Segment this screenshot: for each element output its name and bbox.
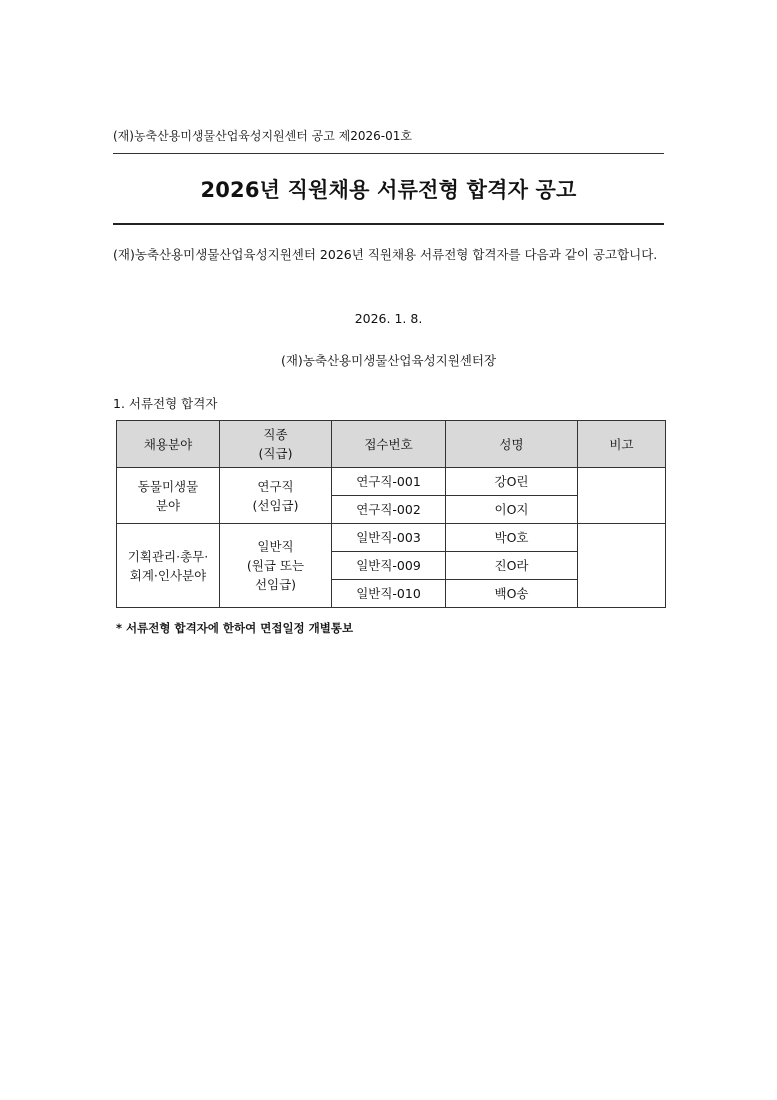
name-cell: 박O호 bbox=[446, 524, 578, 552]
header-job-line2: (직급) bbox=[258, 446, 293, 461]
job-line2: (선임급) bbox=[252, 497, 299, 513]
name-cell: 백O송 bbox=[446, 580, 578, 608]
header-remark: 비고 bbox=[578, 421, 666, 468]
results-table bbox=[116, 420, 666, 608]
job-cell bbox=[220, 468, 332, 524]
header-job bbox=[220, 421, 332, 468]
number-cell: 연구직-002 bbox=[332, 496, 446, 524]
header-job-line1: 직종 bbox=[263, 427, 288, 442]
number-cell: 일반직-010 bbox=[332, 580, 446, 608]
job-line1: 연구직 bbox=[257, 478, 294, 494]
field-line2: 분야 bbox=[155, 497, 181, 513]
job-line3: 선임급) bbox=[254, 577, 297, 592]
number-cell: 일반직-003 bbox=[332, 524, 446, 552]
table-row bbox=[117, 468, 666, 496]
intro-paragraph: (재)농축산용미생물산업육성지원센터 2026년 직원채용 서류전형 합격자를 다음과 같이 공고합니다. bbox=[113, 247, 658, 262]
announcement-date: 2026. 1. 8. bbox=[354, 311, 423, 326]
header-name: 성명 bbox=[446, 421, 578, 468]
notice-number: (재)농축산용미생물산업육성지원센터 공고 제2026-01호 bbox=[113, 129, 412, 143]
section-title: 1. 서류전형 합격자 bbox=[113, 396, 218, 411]
table-header-row bbox=[117, 421, 666, 468]
name-cell: 이O지 bbox=[446, 496, 578, 524]
name-cell: 강O린 bbox=[446, 468, 578, 496]
header-number: 접수번호 bbox=[332, 421, 446, 468]
remark-cell bbox=[578, 524, 666, 608]
job-line2: (원급 또는 bbox=[246, 558, 305, 573]
field-line1: 기획관리·총무· bbox=[127, 548, 209, 564]
field-cell bbox=[117, 524, 220, 608]
field-line1: 동물미생물 bbox=[137, 478, 199, 494]
field-line2: 회계·인사분야 bbox=[129, 567, 207, 583]
title-divider bbox=[113, 223, 664, 225]
name-cell: 진O라 bbox=[446, 552, 578, 580]
remark-cell bbox=[578, 468, 666, 524]
issuer-name: (재)농축산용미생물산업육성지원센터장 bbox=[280, 353, 497, 368]
footnote: * 서류전형 합격자에 한하여 면접일정 개별통보 bbox=[116, 621, 354, 635]
top-divider bbox=[113, 153, 664, 154]
number-cell: 일반직-009 bbox=[332, 552, 446, 580]
job-cell bbox=[220, 524, 332, 608]
page-title: 2026년 직원채용 서류전형 합격자 공고 bbox=[200, 178, 577, 202]
field-cell bbox=[117, 468, 220, 524]
header-field: 채용분야 bbox=[117, 421, 220, 468]
job-line1: 일반직 bbox=[257, 539, 294, 554]
number-cell: 연구직-001 bbox=[332, 468, 446, 496]
table-row bbox=[117, 524, 666, 552]
